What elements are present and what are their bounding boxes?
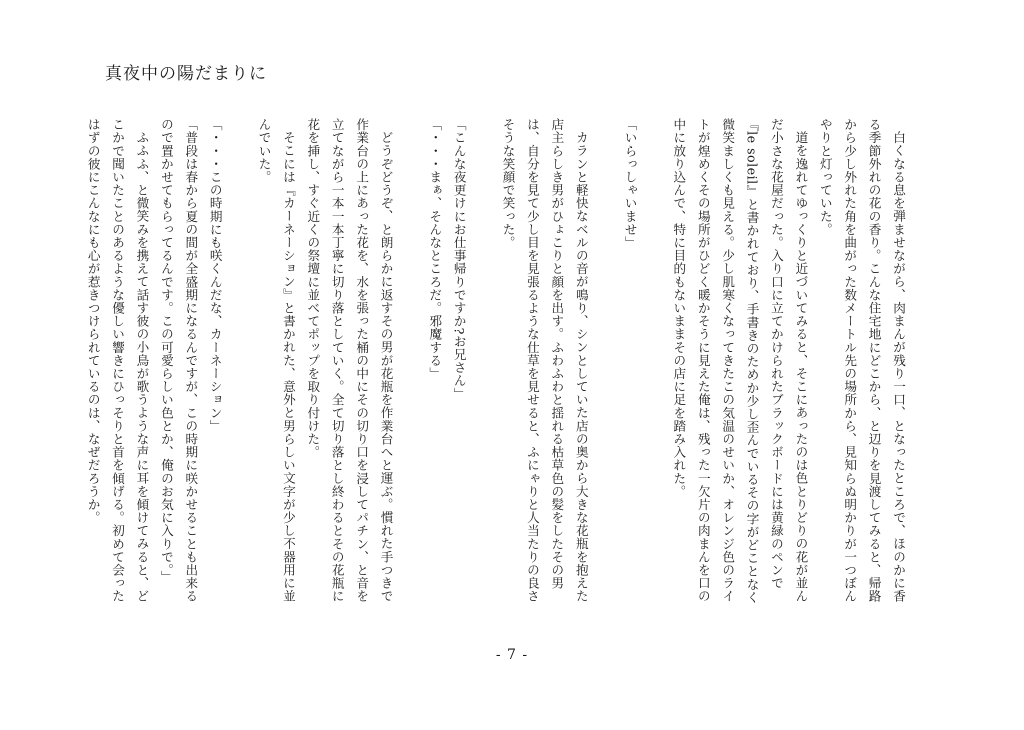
dialogue-line: 「普段は春から夏の間が全盛期になるんですが、この時期に咲かせることも出来るので置かせてもらってるんです。この可愛らしい色とか、俺のお気に入りで。」 [158, 118, 199, 603]
paragraph: カランと軽快なベルの音が鳴り、シンとしていた店の奥から大きな花瓶を抱えた店主らしき男がひょこりと顔を出す。ふわふわと揺れる枯草色の髪をしたその男は、自分を見て少し目を見張るような仕草を見せると、ふにゃりと人当たりの良さそうな笑顔で笑った。 [500, 118, 589, 603]
paragraph: 道を逸れてゆっくりと近づいてみると、そこにあったのは色とりどりの花が並んだ小さな花屋だった。入り口に立てかけられたブラックボードには黄緑のペンで『le soleil』と書かれており、手書きのためか少し歪んでいるその字がどことなく微笑ましくも見える。少し肌寒くなってきたこの気温のせいか、オレンジ色のライトが煌めくその場所がひどく暖かそうに見えた俺は、残った一欠片の肉まんを口の中に放り込んで、特に目的もないままその店に足を踏み入れた。 [671, 118, 809, 604]
blank-line [593, 118, 617, 142]
blank-line [471, 118, 495, 142]
blank-line [227, 118, 251, 142]
paragraph: どうぞどうぞ、と朗らかに返すその男が花瓶を作業台へと運ぶ。慣れた手つきで作業台の上にあった花を、水を張った桶の中にその切り口を浸してパチン、と音を立てながら一本一本丁寧に切り落としていく。全て切り落とし終わるとその花瓶に花を挿し、すぐ近くの祭壇に並べてポップを取り付けた。 [305, 118, 394, 603]
vertical-body-text [85, 118, 910, 615]
page-number: - 7 - [495, 647, 529, 663]
dialogue-line: 「・・・まぁ、そんなところだ。邪魔する」 [427, 118, 443, 380]
paragraph: ふふふ、と微笑みを携えて話す彼の小鳥が歌うような声に耳を傾けてみると、どこかで聞いたことのあるような優しい響きにひっそりと首を傾げる。初めて会ったはずの彼にこんなにも心が惹きつけられているのは、なぜだろうか。 [85, 118, 150, 603]
dialogue-line: 「・・・この時期にも咲くんだな、カーネーション」 [207, 118, 223, 433]
paragraph: そこには『カーネーション』と書かれた、意外と男らしい文字が少し不器用に並んでいた。 [256, 118, 296, 603]
blank-line [642, 118, 666, 142]
dialogue-line: 「こんな夜更けにお仕事帰りですか?お兄さん」 [451, 118, 467, 401]
running-header-title: 真夜中の陽だまりに [105, 64, 267, 84]
blank-line [398, 118, 422, 142]
dialogue-line: 「いらっしゃいませ」 [622, 118, 638, 249]
paragraph: 白くなる息を弾ませながら、肉まんが残り一口、となったところで、ほのかに香る季節外れの花の香り。こんな住宅地にどこから、と辺りを見渡してみると、帰路から少し外れた角を曲がった数メートル先の場所から、見知らぬ明かりが一つぼんやりと灯っていた。 [817, 118, 906, 603]
